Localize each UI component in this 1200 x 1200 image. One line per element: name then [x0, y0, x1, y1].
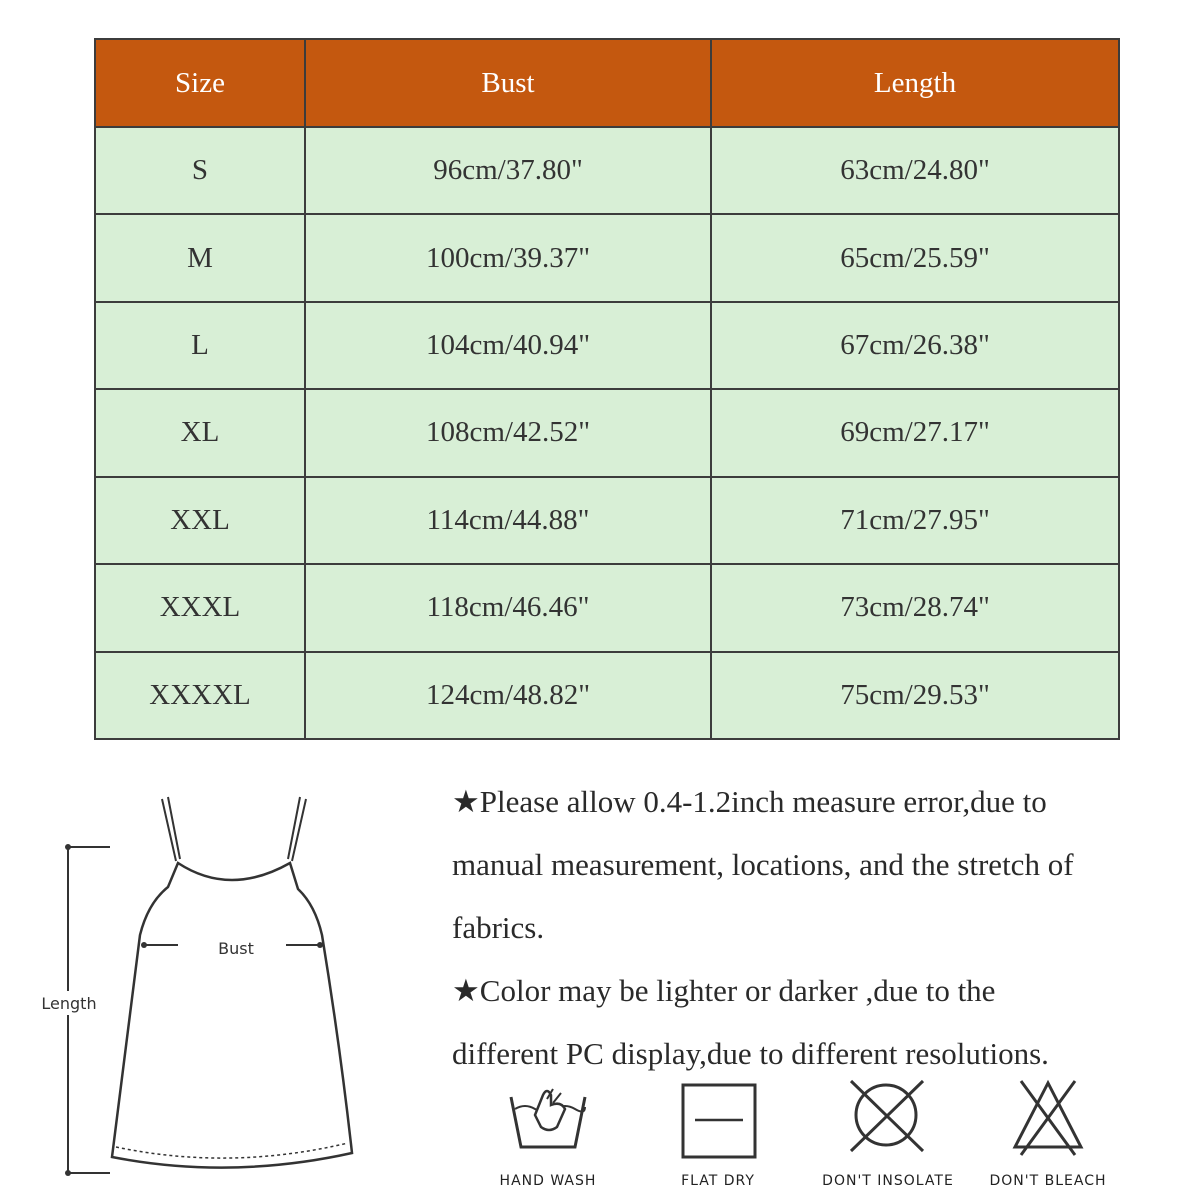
- cell-length: 75cm/29.53": [711, 652, 1119, 739]
- cell-bust: 100cm/39.37": [305, 214, 711, 301]
- length-dot-bottom: [65, 1170, 71, 1176]
- cell-size: XXXL: [95, 564, 305, 651]
- cell-length: 71cm/27.95": [711, 477, 1119, 564]
- length-dot-top: [65, 844, 71, 850]
- header-size: Size: [95, 39, 305, 127]
- care-dont-insolate: [813, 1075, 963, 1200]
- cell-size: XXXXL: [95, 652, 305, 739]
- header-bust: Bust: [305, 39, 711, 127]
- cell-bust: 108cm/42.52": [305, 389, 711, 476]
- table-row: [95, 652, 1119, 739]
- cell-length: 73cm/28.74": [711, 564, 1119, 651]
- cell-size: L: [95, 302, 305, 389]
- table-header-row: [95, 39, 1119, 127]
- header-length: Length: [711, 39, 1119, 127]
- garment-outline: [112, 863, 352, 1168]
- size-chart-table: [94, 38, 1120, 740]
- bust-measure-dot-left: [141, 942, 147, 948]
- cell-bust: 118cm/46.46": [305, 564, 711, 651]
- bust-measure-dot-right: [317, 942, 323, 948]
- table-row: [95, 127, 1119, 214]
- table-row: [95, 214, 1119, 301]
- left-strap: [162, 797, 180, 861]
- care-label: DON'T INSOLATE: [822, 1173, 954, 1189]
- table-row: [95, 564, 1119, 651]
- hand-wash-icon: [473, 1075, 623, 1170]
- cell-size: XXL: [95, 477, 305, 564]
- cell-size: S: [95, 127, 305, 214]
- cell-bust: 114cm/44.88": [305, 477, 711, 564]
- cell-size: XL: [95, 389, 305, 476]
- dont-bleach-icon: [973, 1075, 1123, 1170]
- note-line: different PC display,due to different resolutions.: [452, 1036, 1049, 1071]
- care-label: HAND WASH: [499, 1173, 597, 1189]
- cell-length: 69cm/27.17": [711, 389, 1119, 476]
- note-line: ★Please allow 0.4-1.2inch measure error,due to: [452, 784, 1047, 819]
- table-row: [95, 477, 1119, 564]
- care-label: FLAT DRY: [681, 1173, 755, 1189]
- cell-size: M: [95, 214, 305, 301]
- dont-insolate-icon: [813, 1075, 963, 1170]
- cell-length: 65cm/25.59": [711, 214, 1119, 301]
- table-row: [95, 389, 1119, 476]
- cell-length: 67cm/26.38": [711, 302, 1119, 389]
- camisole-measurement-diagram: [30, 785, 410, 1185]
- note-line: manual measurement, locations, and the stretch of: [452, 847, 1074, 882]
- flat-dry-icon: [643, 1075, 793, 1170]
- care-flat-dry: [643, 1075, 793, 1200]
- care-dont-bleach: [973, 1075, 1123, 1200]
- cell-bust: 124cm/48.82": [305, 652, 711, 739]
- bust-label: Bust: [218, 939, 254, 958]
- care-hand-wash: [473, 1075, 623, 1200]
- cell-bust: 104cm/40.94": [305, 302, 711, 389]
- table-row: [95, 302, 1119, 389]
- right-strap: [288, 797, 306, 861]
- cell-length: 63cm/24.80": [711, 127, 1119, 214]
- measurement-notes: [452, 770, 1192, 1085]
- note-line: fabrics.: [452, 910, 545, 945]
- care-label: DON'T BLEACH: [989, 1173, 1107, 1189]
- length-label: Length: [41, 994, 97, 1013]
- note-line: ★Color may be lighter or darker ,due to the: [452, 973, 996, 1008]
- cell-bust: 96cm/37.80": [305, 127, 711, 214]
